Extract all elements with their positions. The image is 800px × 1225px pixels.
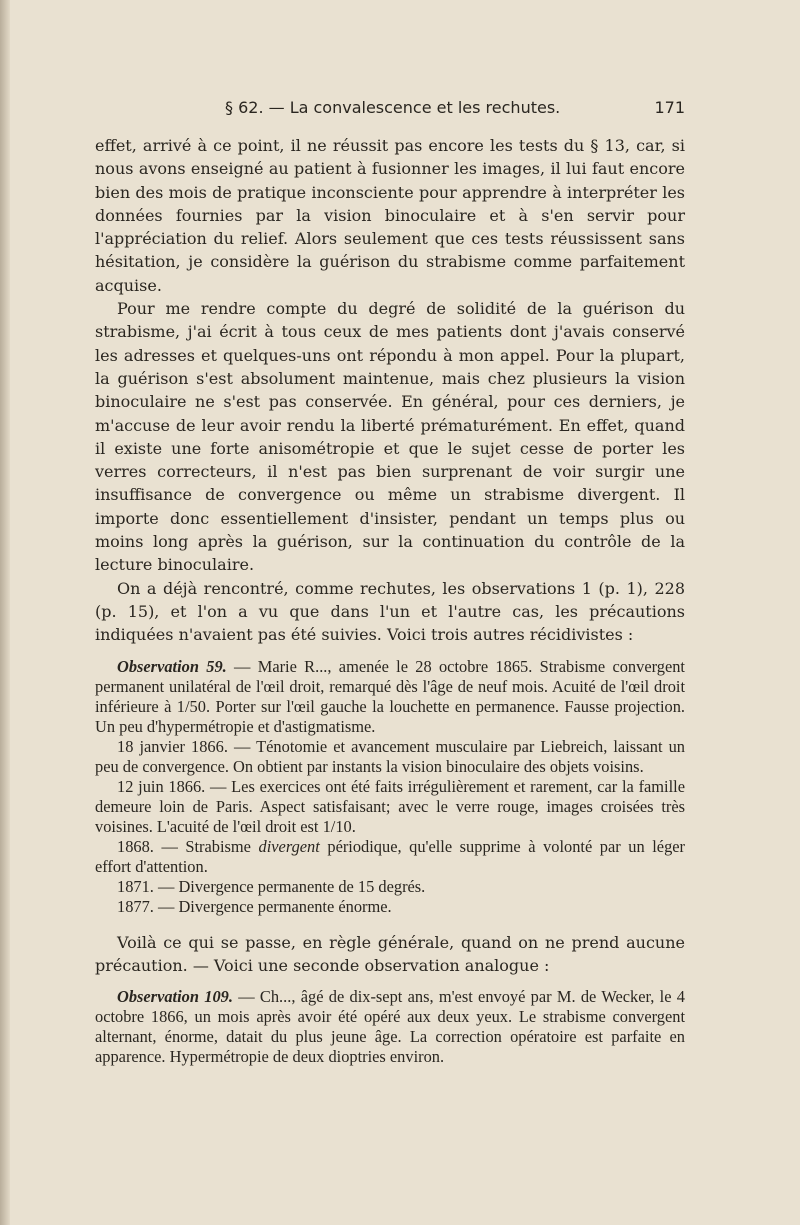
observation-109-text bbox=[95, 987, 685, 1067]
main-text-2 bbox=[95, 931, 685, 978]
observation-109-label: Observation 109. bbox=[117, 987, 233, 1007]
paragraph-continuation: effet, arrivé à ce point, il ne réussit pas encore les tests du § 13, car, si nous avons enseigné au patient à fusionner les images, il lui faut encore bien des mois de pratique inconsciente pour apprendre à interpréter les données fournies par la vision binoculaire et à s'en servir pour l'appréciation du relief. Alors seulement que ces tests réussissent sans hésitation, je considère la guérison du strabisme comme parfaitement acquise. bbox=[95, 136, 685, 295]
book-page bbox=[95, 98, 685, 1067]
observation-59-entry: 18 janvier 1866. — Ténotomie et avancement musculaire par Liebreich, laissant un peu de convergence. On obtient par instants la vision binoculaire des objets voisins. bbox=[95, 736, 685, 776]
paragraph: On a déjà rencontré, comme rechutes, les observations 1 (p. 1), 228 (p. 15), et l'on a vu que dans l'un et l'autre cas, les précautions indiquées n'avaient pas été suivies. Voici trois autres récidivistes : bbox=[95, 578, 685, 645]
observation-59-intro bbox=[95, 657, 685, 737]
main-text bbox=[95, 134, 685, 647]
running-title: § 62. — La convalescence et les rechutes. bbox=[225, 98, 561, 117]
observation-59 bbox=[95, 657, 685, 917]
page-number: 171 bbox=[654, 98, 685, 117]
running-header bbox=[95, 98, 685, 122]
observation-109-body: — Ch..., âgé de dix-sept ans, m'est envoyé par M. de Wecker, le 4 octobre 1866, un mois après avoir été opéré aux deux yeux. Le strabisme convergent alternant, énorme, datait du plus jeune âge. La correction opératoire est parfaite en apparence. Hypermétropie de deux dioptries environ. bbox=[95, 987, 685, 1067]
paragraph: Pour me rendre compte du degré de solidité de la guérison du strabisme, j'ai écrit à tous ceux de mes patients dont j'avais conservé les adresses et quelques-uns ont répondu à mon appel. Pour la plupart, la guérison s'est absolument maintenue, mais chez plusieurs la vision binoculaire ne s'est pas conservée. En général, pour ces derniers, je m'accuse de leur avoir rendu la liberté prématurément. En effet, quand il existe une forte anisométropie et que le sujet cesse de porter les verres correcteurs, il n'est pas bien surprenant de voir surgir une insuffisance de convergence ou même un strabisme divergent. Il importe donc essentiellement d'insister, pendant un temps plus ou moins long après la guérison, sur la continuation du contrôle de la lecture binoculaire. bbox=[95, 299, 685, 575]
entry-text: 1868. — Strabisme bbox=[117, 836, 259, 856]
observation-59-entry: 1877. — Divergence permanente énorme. bbox=[117, 896, 392, 916]
observation-59-intro-text: — Marie R..., amenée le 28 octobre 1865. Strabisme convergent permanent unilatéral de l'œil droit, remarqué dès l'âge de neuf mois. Acuité de l'œil droit inférieure à 1/50. Porter sur l'œil gauche la louchette en permanence. Fausse projection. Un peu d'hypermétropie et d'astigmatisme. bbox=[95, 656, 685, 736]
entry-emphasis: divergent bbox=[258, 836, 320, 856]
observation-59-entry: 12 juin 1866. — Les exercices ont été faits irrégulièrement et rarement, car la famille demeure loin de Paris. Aspect satisfaisant; avec le verre rouge, images croisées très voisines. L'acuité de l'œil droit est 1/10. bbox=[95, 776, 685, 836]
page-spine-shadow bbox=[0, 0, 10, 1225]
paragraph: Voilà ce qui se passe, en règle générale, quand on ne prend aucune précaution. — Voici une seconde observation analogue : bbox=[95, 932, 685, 975]
observation-59-entry: 1871. — Divergence permanente de 15 degrés. bbox=[117, 876, 426, 896]
observation-109 bbox=[95, 987, 685, 1067]
observation-59-entry bbox=[95, 837, 685, 877]
entry-text: périodique, qu'elle supprime à volonté par un léger effort d'attention. bbox=[95, 836, 685, 876]
spacer bbox=[95, 917, 685, 931]
observation-59-label: Observation 59. bbox=[117, 656, 227, 676]
